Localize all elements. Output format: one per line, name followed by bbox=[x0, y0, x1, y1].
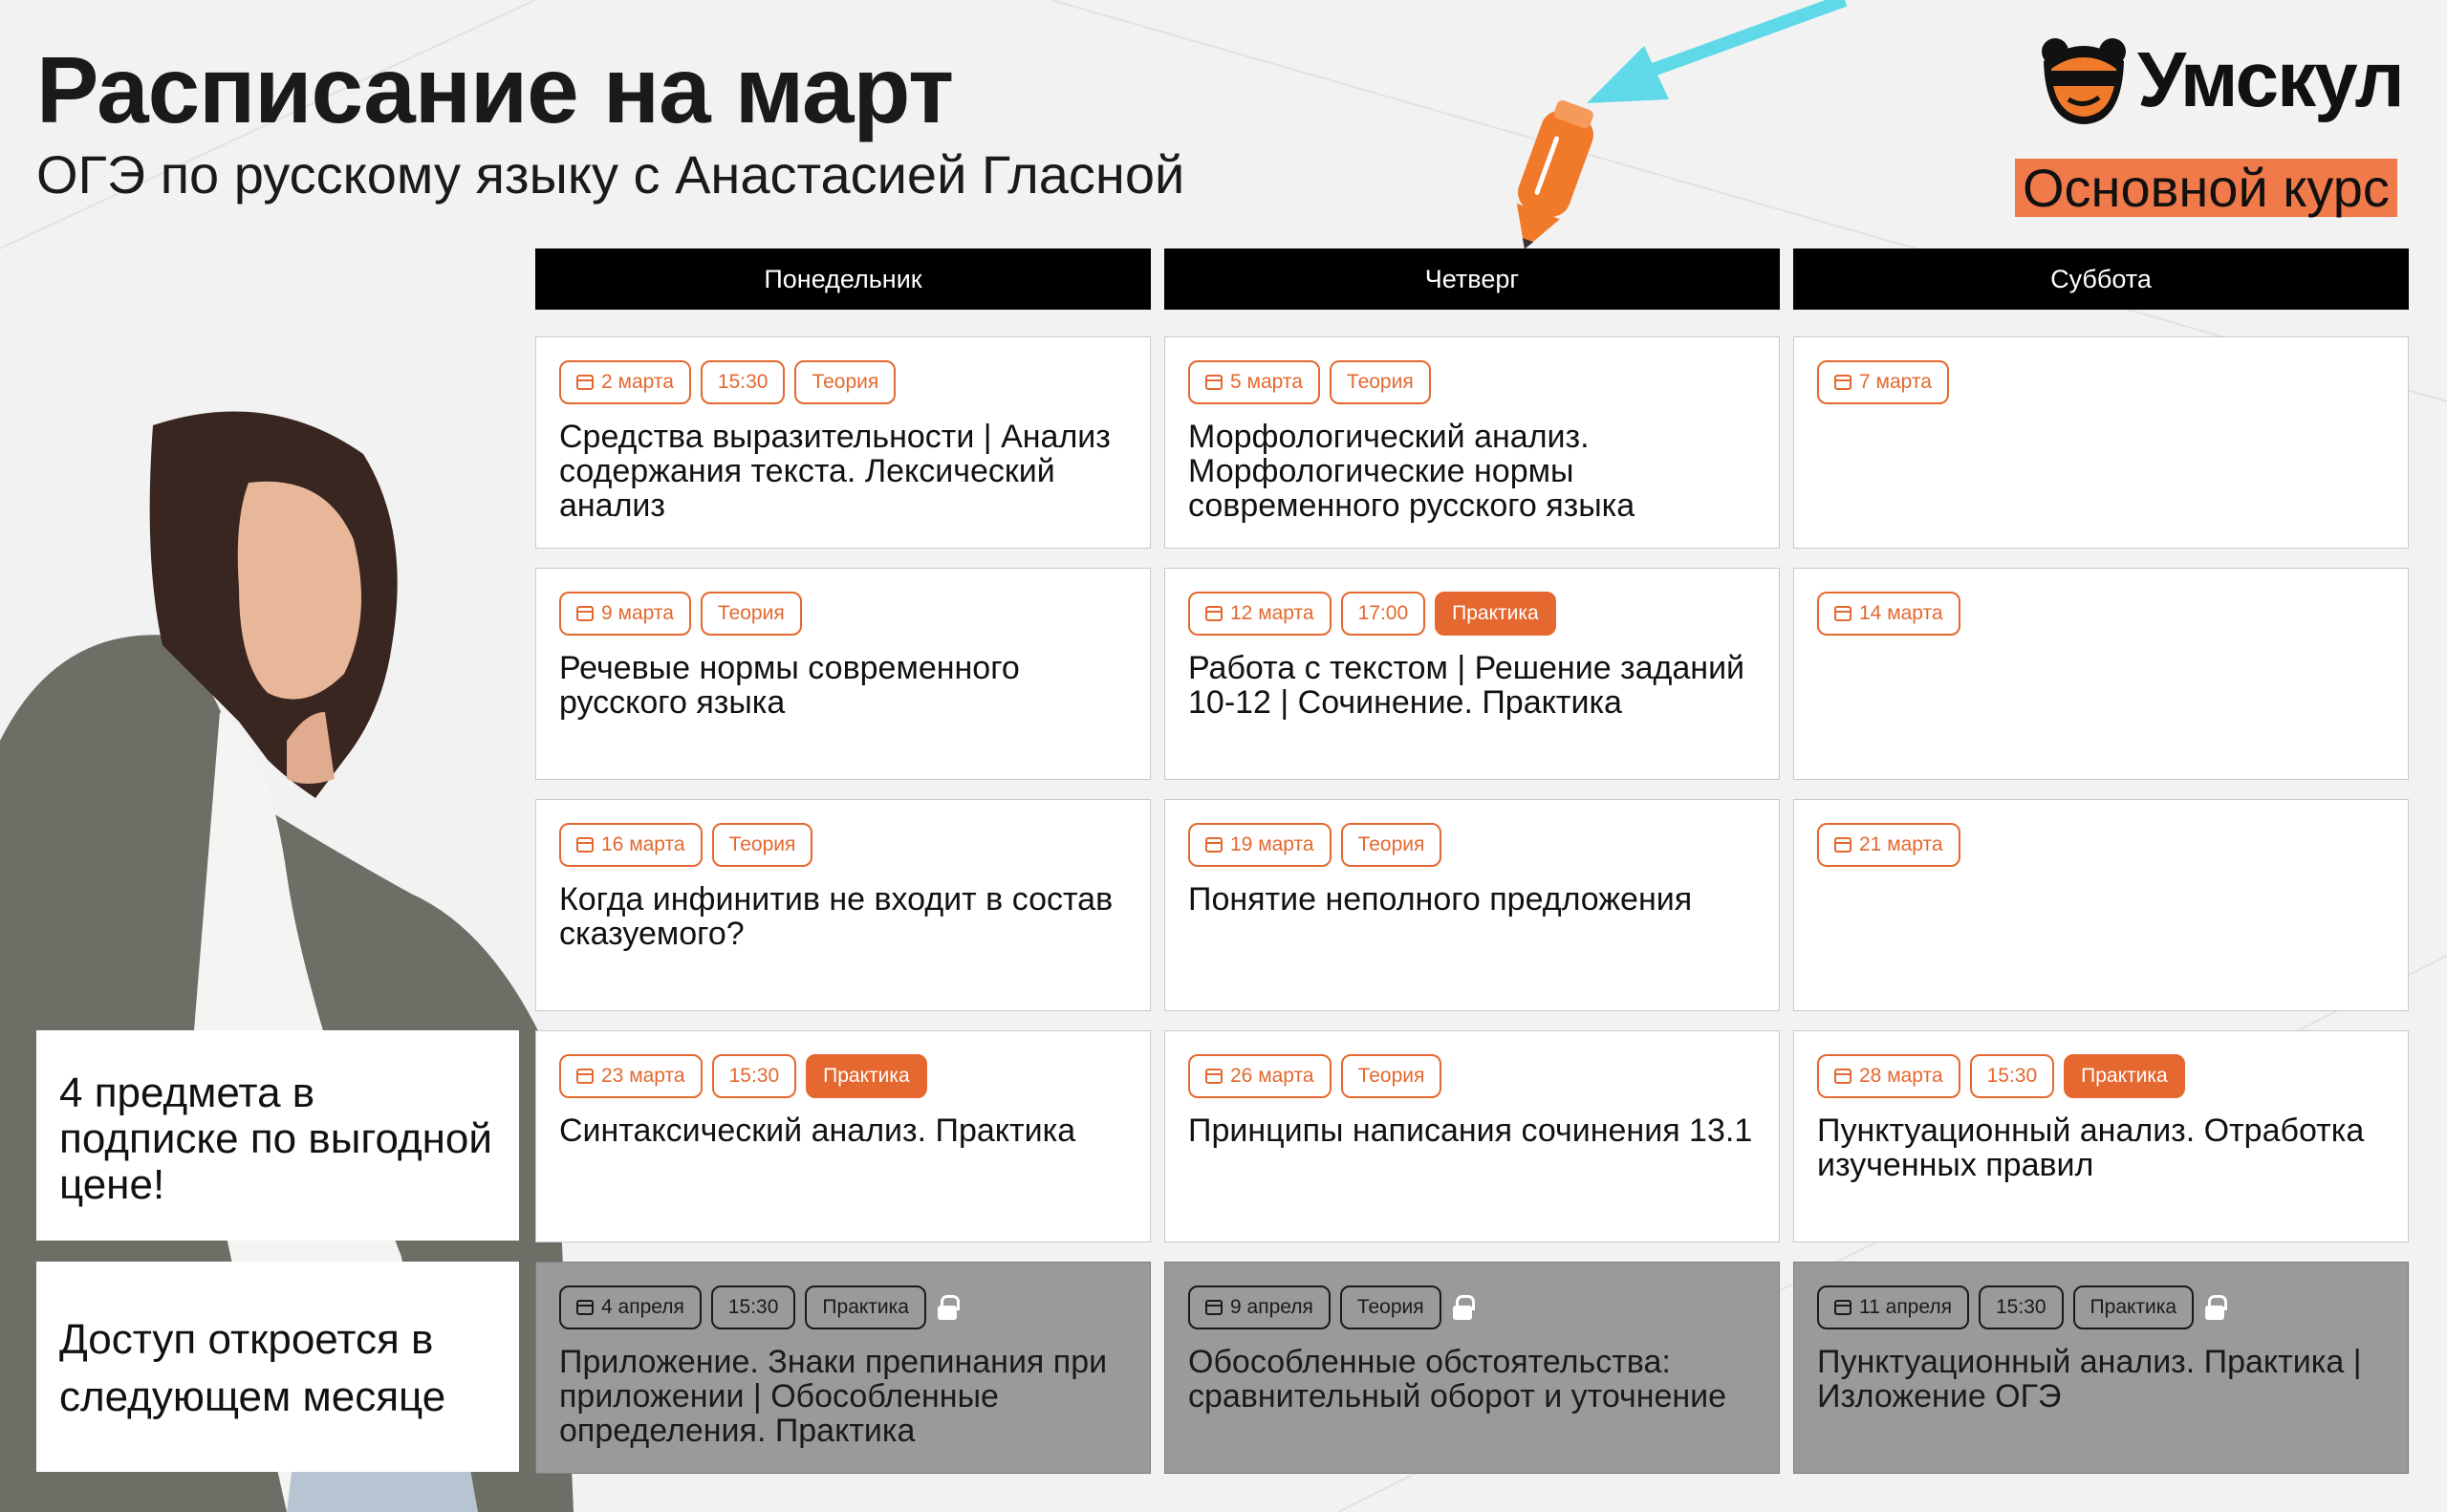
pencil-arrow-decoration bbox=[1482, 0, 1883, 248]
bear-sunglasses-icon bbox=[2036, 32, 2132, 128]
calendar-icon bbox=[1834, 1069, 1851, 1084]
date-label: 21 марта bbox=[1859, 833, 1943, 855]
lesson-title: Морфологический анализ. Морфологические нормы современного русского языка bbox=[1188, 419, 1635, 524]
lesson-card[interactable] bbox=[535, 799, 1151, 1011]
calendar-icon bbox=[1834, 375, 1851, 390]
lesson-type-chip: Теория bbox=[1341, 823, 1442, 867]
date-chip bbox=[1817, 1054, 1960, 1098]
date-label: 23 марта bbox=[601, 1065, 685, 1087]
lesson-title: Приложение. Знаки препинания при приложении | Обособленные определения. Практика bbox=[559, 1344, 1108, 1449]
lesson-card[interactable] bbox=[1793, 1262, 2409, 1474]
date-chip bbox=[559, 1285, 702, 1329]
lesson-chips bbox=[1188, 823, 1441, 867]
lesson-card[interactable] bbox=[1793, 799, 2409, 1011]
lesson-type-chip: Практика bbox=[806, 1054, 927, 1098]
calendar-icon bbox=[576, 1300, 594, 1315]
lesson-type-chip: Практика bbox=[2064, 1054, 2185, 1098]
lesson-chips bbox=[1188, 360, 1431, 404]
lesson-chips bbox=[559, 1054, 927, 1098]
promo-subscription[interactable] bbox=[36, 1030, 519, 1241]
lesson-chips bbox=[1817, 592, 1960, 636]
date-chip bbox=[559, 360, 691, 404]
lesson-chips bbox=[559, 360, 896, 404]
lesson-title: Речевые нормы современного русского языка bbox=[559, 650, 1020, 721]
lock-icon bbox=[1451, 1295, 1474, 1320]
lesson-card[interactable] bbox=[1793, 1030, 2409, 1242]
lesson-card[interactable] bbox=[1164, 799, 1780, 1011]
date-label: 28 марта bbox=[1859, 1065, 1943, 1087]
calendar-icon bbox=[1205, 837, 1223, 853]
page-title: Расписание на март bbox=[36, 37, 954, 142]
calendar-icon bbox=[1205, 606, 1223, 621]
lesson-card[interactable] bbox=[1164, 1030, 1780, 1242]
date-chip bbox=[559, 823, 703, 867]
calendar-icon bbox=[1834, 1300, 1851, 1315]
time-chip: 15:30 bbox=[1979, 1285, 2064, 1329]
lesson-type-chip: Теория bbox=[1330, 360, 1431, 404]
lesson-type-chip: Практика bbox=[1435, 592, 1556, 636]
lesson-chips bbox=[1817, 823, 1960, 867]
lesson-chips bbox=[1188, 592, 1556, 636]
day-header-saturday: Суббота bbox=[1793, 248, 2409, 310]
lesson-chips bbox=[559, 1285, 959, 1329]
lock-icon bbox=[936, 1295, 959, 1320]
date-label: 4 апреля bbox=[601, 1296, 684, 1318]
lesson-card[interactable] bbox=[535, 336, 1151, 549]
lesson-type-chip: Теория bbox=[1340, 1285, 1441, 1329]
calendar-icon bbox=[1834, 837, 1851, 853]
time-chip: 15:30 bbox=[711, 1285, 796, 1329]
calendar-icon bbox=[1205, 1300, 1223, 1315]
lesson-title: Работа с текстом | Решение заданий 10-12 | Сочинение. Практика bbox=[1188, 650, 1745, 721]
day-header-thursday: Четверг bbox=[1164, 248, 1780, 310]
calendar-icon bbox=[576, 375, 594, 390]
time-chip: 15:30 bbox=[701, 360, 786, 404]
lesson-card[interactable] bbox=[535, 1030, 1151, 1242]
calendar-icon bbox=[1205, 1069, 1223, 1084]
promo-access bbox=[36, 1262, 519, 1472]
lesson-chips bbox=[559, 823, 812, 867]
lesson-title: Средства выразительности | Анализ содержания текста. Лексический анализ bbox=[559, 419, 1111, 524]
time-chip: 15:30 bbox=[712, 1054, 797, 1098]
date-label: 9 апреля bbox=[1230, 1296, 1313, 1318]
lesson-card[interactable] bbox=[1164, 1262, 1780, 1474]
lesson-type-chip: Практика bbox=[2073, 1285, 2195, 1329]
lesson-chips bbox=[559, 592, 802, 636]
date-chip bbox=[1188, 1054, 1332, 1098]
date-label: 19 марта bbox=[1230, 833, 1314, 855]
lesson-title: Пунктуационный анализ. Практика | Изложение ОГЭ bbox=[1817, 1344, 2362, 1415]
date-label: 9 марта bbox=[601, 602, 674, 624]
date-label: 16 марта bbox=[601, 833, 685, 855]
date-label: 7 марта bbox=[1859, 371, 1932, 393]
lesson-card[interactable] bbox=[1164, 568, 1780, 780]
date-chip bbox=[1817, 1285, 1969, 1329]
course-badge: Основной курс bbox=[2015, 159, 2397, 217]
lesson-card[interactable] bbox=[535, 568, 1151, 780]
lock-icon bbox=[2203, 1295, 2226, 1320]
lesson-type-chip: Теория bbox=[701, 592, 802, 636]
date-chip bbox=[1188, 592, 1332, 636]
time-chip: 17:00 bbox=[1341, 592, 1426, 636]
calendar-icon bbox=[576, 606, 594, 621]
lesson-card[interactable] bbox=[1164, 336, 1780, 549]
date-chip bbox=[1817, 592, 1960, 636]
date-label: 5 марта bbox=[1230, 371, 1303, 393]
date-chip bbox=[1817, 823, 1960, 867]
date-label: 12 марта bbox=[1230, 602, 1314, 624]
lesson-type-chip: Теория bbox=[794, 360, 896, 404]
lesson-title: Синтаксический анализ. Практика bbox=[559, 1112, 1076, 1149]
promo-access-text: Доступ откроется в следующем месяце bbox=[59, 1316, 446, 1420]
date-chip bbox=[559, 1054, 703, 1098]
lesson-title: Принципы написания сочинения 13.1 bbox=[1188, 1112, 1753, 1149]
lesson-title: Когда инфинитив не входит в состав сказуемого? bbox=[559, 881, 1114, 952]
logo bbox=[2036, 32, 2403, 128]
lesson-chips bbox=[1817, 1285, 2226, 1329]
calendar-icon bbox=[1205, 375, 1223, 390]
promo-subscription-text: 4 предмета в подписке по выгодной цене! bbox=[59, 1069, 492, 1208]
lesson-card[interactable] bbox=[1793, 336, 2409, 549]
date-chip bbox=[1188, 360, 1320, 404]
lesson-card[interactable] bbox=[535, 1262, 1151, 1474]
lesson-title: Пунктуационный анализ. Отработка изученных правил bbox=[1817, 1112, 2365, 1183]
date-chip bbox=[559, 592, 691, 636]
lesson-chips bbox=[1817, 360, 1949, 404]
lesson-type-chip: Теория bbox=[1341, 1054, 1442, 1098]
day-header-monday: Понедельник bbox=[535, 248, 1151, 310]
page-subtitle: ОГЭ по русскому языку с Анастасией Гласной bbox=[36, 144, 1185, 205]
calendar-icon bbox=[1834, 606, 1851, 621]
calendar-icon bbox=[576, 1069, 594, 1084]
lesson-title: Понятие неполного предложения bbox=[1188, 881, 1693, 918]
lesson-chips bbox=[1188, 1054, 1441, 1098]
lesson-type-chip: Практика bbox=[805, 1285, 926, 1329]
date-chip bbox=[1188, 823, 1332, 867]
lesson-type-chip: Теория bbox=[712, 823, 813, 867]
date-chip bbox=[1817, 360, 1949, 404]
calendar-icon bbox=[576, 837, 594, 853]
lesson-chips bbox=[1817, 1054, 2185, 1098]
date-label: 2 марта bbox=[601, 371, 674, 393]
date-chip bbox=[1188, 1285, 1331, 1329]
date-label: 26 марта bbox=[1230, 1065, 1314, 1087]
lesson-card[interactable] bbox=[1793, 568, 2409, 780]
logo-text: Умскул bbox=[2137, 36, 2403, 123]
time-chip: 15:30 bbox=[1970, 1054, 2055, 1098]
date-label: 14 марта bbox=[1859, 602, 1943, 624]
lesson-title: Обособленные обстоятельства: сравнительный оборот и уточнение bbox=[1188, 1344, 1727, 1415]
date-label: 11 апреля bbox=[1859, 1296, 1952, 1318]
lesson-chips bbox=[1188, 1285, 1474, 1329]
